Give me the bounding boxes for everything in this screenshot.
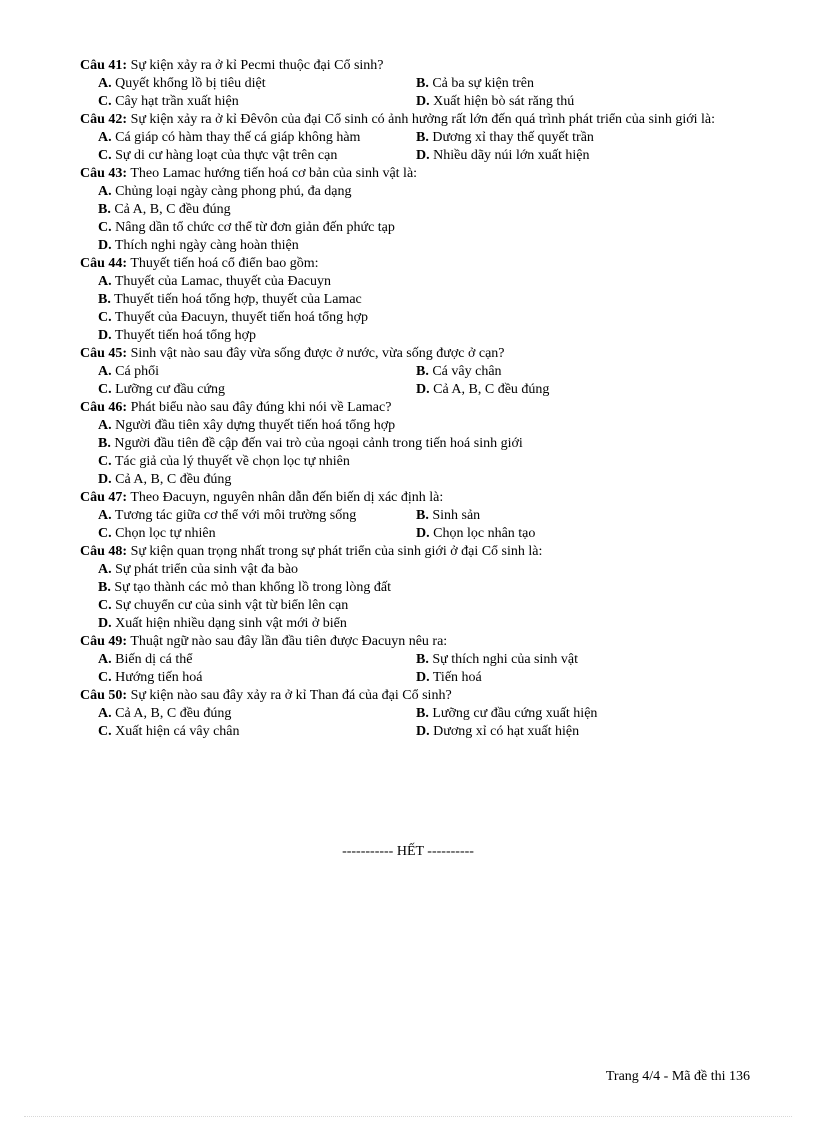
answer-options bbox=[80, 561, 752, 633]
option-text: Dương xỉ thay thế quyết trần bbox=[432, 130, 594, 145]
answer-option bbox=[416, 651, 736, 669]
answer-option bbox=[98, 723, 416, 741]
question-text: Thuyết tiến hoá cổ điển bao gồm: bbox=[130, 256, 319, 271]
option-text: Sự phát triển của sinh vật đa bào bbox=[115, 562, 299, 577]
page-footer: Trang 4/4 - Mã đề thi 136 bbox=[605, 1069, 750, 1084]
question-text: Sự kiện xảy ra ở kỉ Đêvôn của đại Cổ sinh có ảnh hưởng rất lớn đến quá trình phát triển của sinh giới là: bbox=[130, 112, 716, 127]
question-text: Sinh vật nào sau đây vừa sống được ở nước, vừa sống được ở cạn? bbox=[130, 346, 505, 361]
option-text: Tác giả của lý thuyết về chọn lọc tự nhiên bbox=[114, 454, 350, 469]
option-letter: A. bbox=[98, 652, 112, 667]
answer-option bbox=[98, 219, 752, 237]
option-text: Người đầu tiên đề cập đến vai trò của ngoại cảnh trong tiến hoá sinh giới bbox=[114, 436, 523, 451]
option-text: Chọn lọc tự nhiên bbox=[115, 526, 216, 541]
question-number: Câu 44: bbox=[80, 256, 128, 271]
question-block bbox=[80, 399, 752, 489]
question-number: Câu 50: bbox=[80, 688, 128, 703]
question-stem bbox=[80, 687, 752, 705]
option-text: Dương xỉ có hạt xuất hiện bbox=[433, 724, 580, 739]
option-text: Thuyết của Lamac, thuyết của Đacuyn bbox=[114, 274, 331, 289]
option-letter: B. bbox=[416, 706, 429, 721]
option-letter: C. bbox=[98, 724, 112, 739]
option-letter: B. bbox=[416, 652, 429, 667]
question-stem bbox=[80, 489, 752, 507]
option-letter: A. bbox=[98, 184, 112, 199]
option-letter: C. bbox=[98, 148, 112, 163]
answer-options bbox=[80, 75, 752, 111]
option-letter: A. bbox=[98, 274, 112, 289]
answer-option bbox=[98, 507, 416, 525]
exam-page bbox=[80, 57, 752, 741]
option-letter: D. bbox=[98, 616, 112, 631]
answer-option bbox=[98, 651, 416, 669]
answer-option bbox=[416, 705, 736, 723]
answer-option bbox=[416, 75, 736, 93]
question-block bbox=[80, 345, 752, 399]
question-stem bbox=[80, 255, 752, 273]
question-stem bbox=[80, 543, 752, 561]
option-text: Nâng dần tổ chức cơ thể từ đơn giản đến phức tạp bbox=[115, 220, 395, 235]
answer-option bbox=[416, 381, 736, 399]
answer-options bbox=[80, 651, 752, 687]
option-text: Cả A, B, C đều đúng bbox=[114, 202, 231, 217]
question-text: Sự kiện nào sau đây xảy ra ở kỉ Than đá của đại Cổ sinh? bbox=[130, 688, 452, 703]
question-stem bbox=[80, 399, 752, 417]
answer-option bbox=[98, 453, 752, 471]
answer-option bbox=[98, 147, 416, 165]
answer-option bbox=[416, 129, 736, 147]
option-letter: C. bbox=[98, 526, 112, 541]
answer-option bbox=[98, 615, 752, 633]
question-block bbox=[80, 57, 752, 111]
question-text: Sự kiện xảy ra ở kỉ Pecmi thuộc đại Cổ sinh? bbox=[130, 58, 384, 73]
option-text: Thích nghi ngày càng hoàn thiện bbox=[114, 238, 299, 253]
question-block bbox=[80, 111, 752, 165]
option-letter: D. bbox=[98, 472, 112, 487]
answer-options bbox=[80, 507, 752, 543]
answer-option bbox=[416, 363, 736, 381]
option-letter: B. bbox=[98, 580, 111, 595]
option-text: Sinh sản bbox=[432, 508, 481, 523]
answer-option bbox=[98, 93, 416, 111]
option-letter: A. bbox=[98, 706, 112, 721]
answer-option bbox=[416, 93, 736, 111]
question-number: Câu 43: bbox=[80, 166, 128, 181]
option-text: Tương tác giữa cơ thể với môi trường sống bbox=[114, 508, 357, 523]
answer-options bbox=[80, 183, 752, 255]
option-letter: B. bbox=[98, 436, 111, 451]
answer-option bbox=[416, 669, 736, 687]
question-block bbox=[80, 489, 752, 543]
answer-option bbox=[416, 507, 736, 525]
question-number: Câu 46: bbox=[80, 400, 128, 415]
option-text: Lưỡng cư đầu cứng bbox=[115, 382, 225, 397]
option-letter: B. bbox=[416, 76, 429, 91]
option-text: Cả A, B, C đều đúng bbox=[115, 472, 232, 487]
option-letter: B. bbox=[416, 364, 429, 379]
answer-options bbox=[80, 129, 752, 165]
option-text: Cá giáp có hàm thay thế cá giáp không hàm bbox=[115, 130, 361, 145]
question-block bbox=[80, 633, 752, 687]
answer-option bbox=[98, 309, 752, 327]
option-text: Tiến hoá bbox=[432, 670, 482, 685]
option-letter: D. bbox=[416, 724, 430, 739]
option-letter: C. bbox=[98, 382, 112, 397]
option-text: Biến dị cá thể bbox=[115, 652, 193, 667]
question-stem bbox=[80, 111, 752, 129]
answer-option bbox=[98, 417, 752, 435]
question-stem bbox=[80, 345, 752, 363]
answer-options bbox=[80, 363, 752, 399]
question-stem bbox=[80, 633, 752, 651]
option-text: Xuất hiện bò sát răng thú bbox=[433, 94, 575, 109]
option-letter: C. bbox=[98, 670, 112, 685]
answer-option bbox=[98, 435, 752, 453]
option-text: Sự tạo thành các mỏ than khổng lồ trong lòng đất bbox=[114, 580, 391, 595]
option-text: Cả A, B, C đều đúng bbox=[433, 382, 550, 397]
option-text: Sự thích nghi của sinh vật bbox=[432, 652, 578, 667]
option-letter: A. bbox=[98, 562, 112, 577]
question-text: Theo Đacuyn, nguyên nhân dẫn đến biến dị xác định là: bbox=[130, 490, 444, 505]
option-text: Cây hạt trần xuất hiện bbox=[115, 94, 239, 109]
option-letter: B. bbox=[98, 202, 111, 217]
option-text: Xuất hiện nhiều dạng sinh vật mới ở biển bbox=[115, 616, 347, 631]
answer-option bbox=[416, 525, 736, 543]
answer-options bbox=[80, 417, 752, 489]
option-text: Thuyết tiến hoá tổng hợp, thuyết của Lamac bbox=[114, 292, 362, 307]
answer-option bbox=[98, 201, 752, 219]
question-stem bbox=[80, 57, 752, 75]
option-text: Hướng tiến hoá bbox=[115, 670, 203, 685]
question-block bbox=[80, 687, 752, 741]
question-number: Câu 41: bbox=[80, 58, 128, 73]
end-marker: ----------- HẾT ---------- bbox=[342, 844, 474, 859]
option-letter: C. bbox=[98, 598, 112, 613]
option-text: Quyết khổng lồ bị tiêu diệt bbox=[115, 76, 266, 91]
option-text: Xuất hiện cá vây chân bbox=[115, 724, 240, 739]
answer-option bbox=[416, 147, 736, 165]
option-letter: D. bbox=[98, 328, 112, 343]
option-text: Chọn lọc nhân tạo bbox=[433, 526, 536, 541]
option-text: Lưỡng cư đầu cứng xuất hiện bbox=[432, 706, 598, 721]
question-number: Câu 49: bbox=[80, 634, 128, 649]
answer-option bbox=[98, 669, 416, 687]
option-text: Thuyết của Đacuyn, thuyết tiến hoá tổng hợp bbox=[114, 310, 368, 325]
question-text: Theo Lamac hướng tiến hoá cơ bản của sinh vật là: bbox=[130, 166, 418, 181]
answer-option bbox=[98, 597, 752, 615]
option-letter: D. bbox=[416, 94, 430, 109]
option-text: Chủng loại ngày càng phong phú, đa dạng bbox=[115, 184, 352, 199]
answer-option bbox=[98, 525, 416, 543]
option-text: Người đầu tiên xây dựng thuyết tiến hoá tổng hợp bbox=[115, 418, 396, 433]
question-block bbox=[80, 165, 752, 255]
option-text: Sự di cư hàng loạt của thực vật trên cạn bbox=[115, 148, 338, 163]
option-letter: B. bbox=[416, 508, 429, 523]
question-number: Câu 47: bbox=[80, 490, 128, 505]
answer-option bbox=[98, 381, 416, 399]
answer-option bbox=[98, 363, 416, 381]
question-block bbox=[80, 255, 752, 345]
answer-option bbox=[98, 237, 752, 255]
option-text: Sự chuyển cư của sinh vật từ biển lên cạn bbox=[115, 598, 349, 613]
answer-option bbox=[98, 579, 752, 597]
page-divider bbox=[24, 1116, 792, 1117]
answer-option bbox=[98, 129, 416, 147]
option-letter: B. bbox=[98, 292, 111, 307]
option-letter: C. bbox=[98, 310, 112, 325]
option-letter: A. bbox=[98, 130, 112, 145]
question-number: Câu 48: bbox=[80, 544, 128, 559]
answer-option bbox=[98, 705, 416, 723]
answer-option bbox=[98, 327, 752, 345]
option-text: Nhiều dãy núi lớn xuất hiện bbox=[433, 148, 590, 163]
answer-option bbox=[98, 273, 752, 291]
option-text: Cả A, B, C đều đúng bbox=[115, 706, 232, 721]
question-number: Câu 42: bbox=[80, 112, 128, 127]
question-block bbox=[80, 543, 752, 633]
option-letter: C. bbox=[98, 220, 112, 235]
option-letter: B. bbox=[416, 130, 429, 145]
answer-option bbox=[98, 291, 752, 309]
answer-option bbox=[98, 75, 416, 93]
option-letter: D. bbox=[416, 148, 430, 163]
answer-option bbox=[98, 471, 752, 489]
question-text: Phát biểu nào sau đây đúng khi nói về Lamac? bbox=[130, 400, 392, 415]
answer-option bbox=[416, 723, 736, 741]
option-letter: D. bbox=[416, 526, 430, 541]
answer-options bbox=[80, 273, 752, 345]
option-letter: D. bbox=[416, 382, 430, 397]
option-letter: C. bbox=[98, 454, 112, 469]
option-letter: A. bbox=[98, 508, 112, 523]
question-text: Thuật ngữ nào sau đây lần đầu tiên được Đacuyn nêu ra: bbox=[130, 634, 448, 649]
answer-option bbox=[98, 183, 752, 201]
option-text: Cá phổi bbox=[115, 364, 160, 379]
option-text: Cả ba sự kiện trên bbox=[432, 76, 535, 91]
option-text: Thuyết tiến hoá tổng hợp bbox=[114, 328, 257, 343]
answer-options bbox=[80, 705, 752, 741]
answer-option bbox=[98, 561, 752, 579]
option-text: Cá vây chân bbox=[432, 364, 502, 379]
option-letter: D. bbox=[416, 670, 430, 685]
option-letter: A. bbox=[98, 364, 112, 379]
question-number: Câu 45: bbox=[80, 346, 128, 361]
option-letter: A. bbox=[98, 76, 112, 91]
option-letter: A. bbox=[98, 418, 112, 433]
option-letter: C. bbox=[98, 94, 112, 109]
question-text: Sự kiện quan trọng nhất trong sự phát triển của sinh giới ở đại Cổ sinh là: bbox=[130, 544, 543, 559]
option-letter: D. bbox=[98, 238, 112, 253]
question-stem bbox=[80, 165, 752, 183]
